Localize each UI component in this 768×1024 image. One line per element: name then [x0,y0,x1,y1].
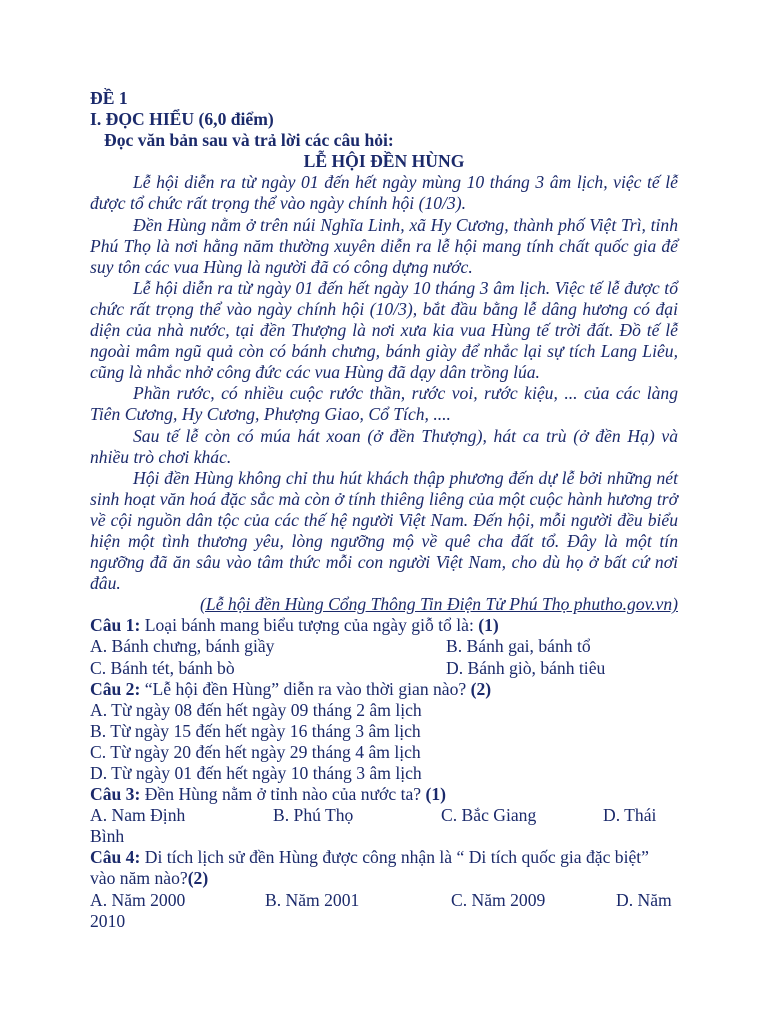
question-points: (2) [470,678,492,699]
option-c: C. Từ ngày 20 đến hết ngày 29 tháng 4 âm lịch [90,741,421,762]
option-d: D. Bánh giò, bánh tiêu [446,657,606,678]
question-text: Đền Hùng nằm ở tỉnh nào của nước ta? [140,784,426,805]
paragraph: Đền Hùng nằm ở trên núi Nghĩa Linh, xã Hy Cương, thành phố Việt Trì, tỉnh Phú Thọ là nơi hằng năm thường xuyên diễn ra lễ hội mang tính chất quốc gia để suy tôn các vua Hùng là người đã có công dựng nước. [90,214,678,277]
option-d: D. Năm 2010 [90,889,672,931]
question-label: Câu 3: [90,784,141,805]
section-heading: I. ĐỌC HIỂU (6,0 điểm) [90,109,274,130]
question-text: Loại bánh mang biểu tượng của ngày giỗ tổ là: [140,615,479,636]
document-page [90,88,678,932]
options-row [90,805,678,847]
question-points: (2) [187,868,209,889]
question-text: “Lễ hội đền Hùng” diễn ra vào thời gian nào? [140,678,471,699]
option-c: C. Bắc Giang [441,805,537,826]
options-row [90,890,678,932]
question-1 [90,615,678,636]
question-3 [90,784,678,805]
option-a: A. Nam Định [90,805,186,826]
paragraph: Phần rước, có nhiều cuộc rước thần, rước voi, rước kiệu, ... của các làng Tiên Cương, Hy Cương, Phượng Giao, Cổ Tích, .... [90,383,678,425]
option-d: D. Thái Bình [90,805,657,847]
question-4 [90,847,678,889]
question-points: (1) [425,784,446,805]
option-b: B. Bánh gai, bánh tổ [446,636,591,657]
question-label: Câu 1: [90,615,141,636]
option-b: B. Năm 2001 [265,889,360,910]
passage-title: LỄ HỘI ĐỀN HÙNG [303,151,465,172]
option-d: D. Từ ngày 01 đến hết ngày 10 tháng 3 âm lịch [90,763,422,783]
paragraph: Lễ hội diễn ra từ ngày 01 đến hết ngày 10 tháng 3 âm lịch. Việc tế lễ được tổ chức rất trọng thể vào ngày chính hội (10/3), bắt đầu bằng lễ dâng hương có đại diện của nhà nước, tại đền Thượng là nơi xưa kia vua Hùng tế trời đất. Đồ tế lễ ngoài mâm ngũ quả còn có bánh chưng, bánh giày để nhắc lại sự tích Lang Liêu, cũng là nhắc nhở công đức các vua Hùng đã dạy dân trồng lúa. [90,277,678,383]
source-citation: (Lễ hội đền Hùng Cổng Thông Tin Điện Tử Phú Thọ phutho.gov.vn) [200,594,678,615]
option-c: C. Năm 2009 [451,889,546,910]
paragraph: Lễ hội diễn ra từ ngày 01 đến hết ngày mùng 10 tháng 3 âm lịch, việc tế lễ được tổ chức rất trọng thể vào ngày chính hội (10/3). [90,172,678,214]
options-row [90,636,678,657]
question-label: Câu 4: [90,847,141,868]
option-a: A. Từ ngày 08 đến hết ngày 09 tháng 2 âm lịch [90,699,422,720]
options-row [90,658,678,679]
paragraph: Hội đền Hùng không chỉ thu hút khách thập phương đến dự lễ bởi những nét sinh hoạt văn hoá đặc sắc mà còn ở tính thiêng liêng của một cuộc hành hương trở về cội nguồn dân tộc của các thế hệ người Việt Nam. Đến hội, mỗi người đều biểu hiện một tình thương yêu, lòng ngưỡng mộ về quê cha đất tổ. Đây là một tín ngưỡng đã ăn sâu vào tâm thức mỗi con người Việt Nam, cho dù họ ở bất cứ nơi đâu. [90,467,678,594]
option-a: A. Bánh chưng, bánh giầy [90,636,275,657]
paragraph: Sau tế lễ còn có múa hát xoan (ở đền Thượng), hát ca trù (ở đền Hạ) và nhiều trò chơi khác. [90,425,678,467]
question-label: Câu 2: [90,678,141,699]
option-a: A. Năm 2000 [90,889,186,910]
question-2 [90,679,678,700]
instruction: Đọc văn bản sau và trả lời các câu hỏi: [104,130,394,151]
option-b: B. Phú Thọ [273,805,354,826]
option-c: C. Bánh tét, bánh bò [90,657,235,678]
question-text: Di tích lịch sử đền Hùng được công nhận là “ Di tích quốc gia đặc biệt” vào năm nào? [90,847,649,889]
option-b: B. Từ ngày 15 đến hết ngày 16 tháng 3 âm lịch [90,720,421,741]
question-points: (1) [478,615,499,636]
exam-heading: ĐỀ 1 [90,88,128,108]
